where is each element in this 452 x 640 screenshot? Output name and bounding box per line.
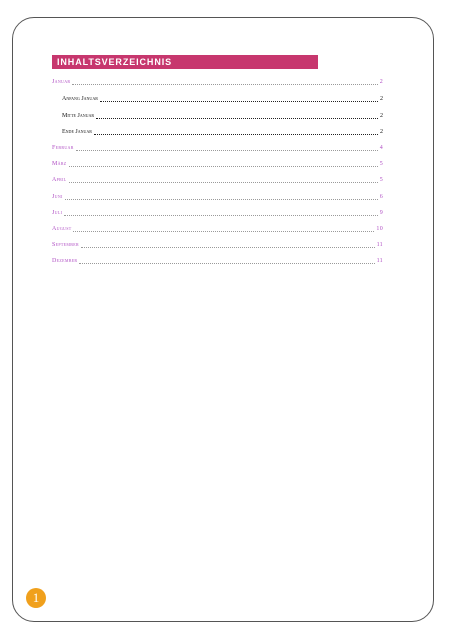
toc-entry-page: 11: [376, 258, 383, 264]
toc-entry-juni[interactable]: [52, 191, 383, 201]
toc-dot-leader: [64, 215, 377, 216]
toc-entry-label: Mitte Januar: [62, 113, 95, 119]
toc-entry-anfang-januar[interactable]: [62, 93, 383, 103]
toc-entry-maerz[interactable]: [52, 158, 383, 168]
toc-entry-page: 2: [380, 113, 383, 119]
toc-dot-leader: [96, 118, 378, 119]
toc-entry-page: 2: [380, 129, 383, 135]
toc-entry-page: 5: [379, 161, 383, 167]
toc-dot-leader: [65, 199, 378, 200]
toc-entry-page: 6: [379, 194, 383, 200]
toc-entry-page: 10: [376, 226, 383, 232]
toc-dot-leader: [81, 247, 375, 248]
toc-entry-juli[interactable]: [52, 207, 383, 217]
toc-entry-page: 2: [379, 79, 383, 85]
toc-entry-label: Januar: [52, 79, 71, 85]
toc-entry-dezember[interactable]: [52, 255, 383, 265]
toc-dot-leader: [79, 263, 374, 264]
toc-title: INHALTSVERZEICHNIS: [57, 57, 173, 67]
toc-dot-leader: [69, 166, 378, 167]
toc-entry-label: August: [52, 226, 72, 232]
toc-entry-label: Anfang Januar: [62, 96, 98, 102]
toc-entry-ende-januar[interactable]: [62, 126, 383, 136]
toc-entry-label: Juni: [52, 194, 63, 200]
toc-dot-leader: [69, 182, 378, 183]
toc-entry-januar[interactable]: [52, 76, 383, 86]
toc-entry-label: April: [52, 177, 67, 183]
page-number: 1: [32, 590, 40, 605]
toc-heading-banner: [52, 55, 318, 69]
toc-entry-page: 2: [380, 96, 383, 102]
toc-dot-leader: [73, 231, 374, 232]
toc-entry-april[interactable]: [52, 174, 383, 184]
toc-entry-label: Februar: [52, 145, 74, 151]
toc-dot-leader: [72, 84, 377, 85]
toc-entry-label: Dezember: [52, 258, 78, 264]
toc-entry-page: 9: [379, 210, 383, 216]
toc-dot-leader: [94, 134, 378, 135]
toc-entry-februar[interactable]: [52, 142, 383, 152]
toc-dot-leader: [76, 150, 378, 151]
toc-entry-page: 11: [376, 242, 383, 248]
toc-entry-august[interactable]: [52, 223, 383, 233]
toc-dot-leader: [100, 101, 378, 102]
toc-entry-page: 5: [379, 177, 383, 183]
toc-entry-page: 4: [379, 145, 383, 151]
toc-entry-label: September: [52, 242, 79, 248]
toc-entry-label: Ende Januar: [62, 129, 92, 135]
page-frame: [12, 17, 434, 622]
toc-entry-label: Juli: [52, 210, 63, 216]
page-number-badge: [26, 588, 46, 608]
toc-entry-september[interactable]: [52, 239, 383, 249]
toc-entry-label: März: [52, 161, 67, 167]
toc-entry-mitte-januar[interactable]: [62, 110, 383, 120]
